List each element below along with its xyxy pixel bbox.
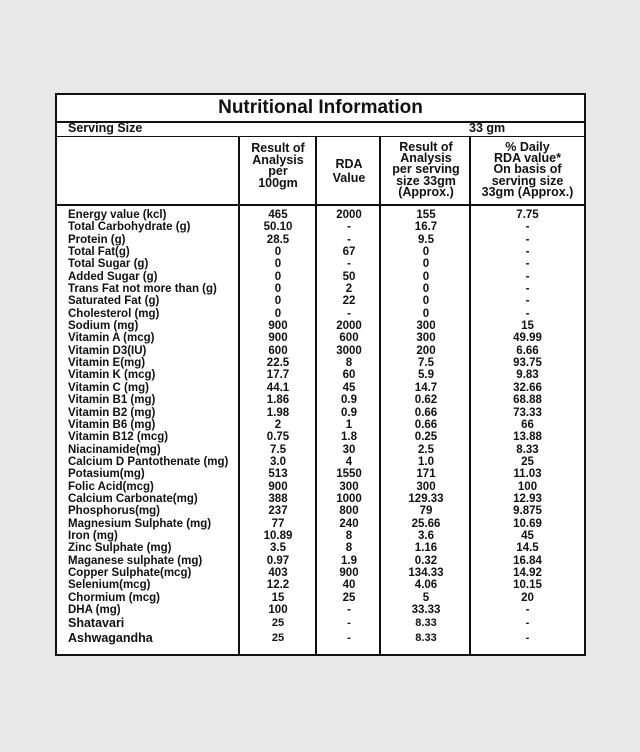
value-per-serving: 1.0 <box>418 455 434 468</box>
nutrient-name: Added Sugar (g) <box>68 270 158 283</box>
daily-percent: 45 <box>521 529 534 542</box>
rda-value: - <box>347 604 351 616</box>
value-per-100gm: 0 <box>274 295 282 308</box>
value-per-serving: 0.25 <box>414 431 438 444</box>
header-line: size 33gm <box>396 173 456 188</box>
rda-value: 3000 <box>336 344 362 357</box>
table-row <box>57 295 584 307</box>
value-per-100gm: 15 <box>271 591 285 604</box>
table-row <box>57 616 584 631</box>
value-per-serving: 0 <box>422 246 430 259</box>
value-per-serving: 200 <box>416 344 436 357</box>
rda-value: 1.9 <box>341 554 357 567</box>
table-row <box>57 419 584 431</box>
rda-value: 600 <box>339 332 359 345</box>
value-per-serving: 3.6 <box>418 529 434 542</box>
table-row <box>57 246 584 258</box>
daily-percent: 14.92 <box>513 566 542 579</box>
rda-value: 0.9 <box>341 406 357 419</box>
value-per-serving: 0 <box>422 258 430 271</box>
nutrient-name: Ashwagandha <box>68 631 153 646</box>
serving-size-row <box>57 121 584 137</box>
header-line: per serving <box>392 162 460 177</box>
rda-value: - <box>347 632 351 645</box>
header-line: Analysis <box>252 152 304 167</box>
value-per-serving: 0.66 <box>414 406 438 419</box>
nutrient-name: Energy value (kcl) <box>68 209 167 221</box>
value-per-100gm: 388 <box>268 492 288 505</box>
value-per-serving: 171 <box>416 468 436 481</box>
value-per-serving: 14.7 <box>414 381 438 394</box>
nutrient-name: Potasium(mg) <box>68 468 145 481</box>
daily-percent: 93.75 <box>513 357 542 370</box>
value-per-100gm: 22.5 <box>266 357 290 370</box>
header-line: 100gm <box>258 175 298 190</box>
nutrient-name: Magnesium Sulphate (mg) <box>68 517 212 530</box>
nutrient-name: Total Fat(g) <box>68 246 130 259</box>
table-row <box>57 493 584 505</box>
rda-value: - <box>347 233 351 246</box>
header-line: Value <box>332 171 366 185</box>
nutrient-name: Cholesterol (mg) <box>68 307 160 320</box>
nutrient-name: Chormium (mcg) <box>68 591 160 604</box>
rda-value: - <box>347 307 351 320</box>
daily-percent: 49.99 <box>513 332 542 345</box>
header-line: 33gm (Approx.) <box>481 184 574 199</box>
nutrient-name: Vitamin B6 (mg) <box>68 418 156 431</box>
value-per-100gm: 900 <box>268 480 288 493</box>
nutrient-name: Selenium(mcg) <box>68 579 151 592</box>
nutrient-name: Iron (mg) <box>68 529 118 542</box>
table-row <box>57 221 584 233</box>
value-per-100gm: 12.2 <box>266 579 290 592</box>
table-row <box>57 456 584 468</box>
daily-percent: - <box>525 221 530 234</box>
daily-percent: - <box>525 233 530 246</box>
daily-percent: 68.88 <box>513 394 542 407</box>
table-row <box>57 382 584 394</box>
rda-value: 60 <box>342 369 356 382</box>
rda-value: 67 <box>342 246 356 259</box>
daily-percent: 32.66 <box>513 381 542 394</box>
nutrient-name: Calcium D Pantothenate (mg) <box>68 455 229 468</box>
value-per-serving: 134.33 <box>408 566 444 579</box>
value-per-serving: 1.16 <box>414 542 438 555</box>
nutrient-name: Phosphorus(mg) <box>68 505 160 518</box>
value-per-serving: 0.66 <box>414 418 438 431</box>
value-per-serving: 33.33 <box>411 604 441 616</box>
daily-percent: 9.83 <box>516 369 539 382</box>
value-per-100gm: 0.75 <box>266 431 290 444</box>
daily-percent: 25 <box>521 455 534 468</box>
rda-value: 1.8 <box>341 431 357 444</box>
value-per-100gm: 900 <box>268 320 288 333</box>
table-row <box>57 271 584 283</box>
serving-size-label: Serving Size <box>68 121 143 135</box>
header-per-100gm <box>240 143 316 189</box>
value-per-100gm: 0 <box>274 258 282 271</box>
daily-percent: - <box>525 604 530 616</box>
value-per-100gm: 10.89 <box>263 529 293 542</box>
rda-value: 22 <box>342 295 356 308</box>
header-line: Analysis <box>400 151 452 166</box>
table-row <box>57 631 584 646</box>
nutrient-name: Sodium (mg) <box>68 320 139 333</box>
value-per-100gm: 100 <box>268 604 288 616</box>
rda-value: 1550 <box>336 468 362 481</box>
daily-percent: 6.66 <box>516 344 539 357</box>
value-per-serving: 5 <box>422 591 430 604</box>
value-per-100gm: 237 <box>268 505 288 518</box>
value-per-serving: 0 <box>422 283 430 296</box>
rda-value: 800 <box>339 505 359 518</box>
value-per-100gm: 28.5 <box>266 233 290 246</box>
table-row <box>57 258 584 270</box>
nutrient-name: Saturated Fat (g) <box>68 295 160 308</box>
header-line: (Approx.) <box>398 184 454 199</box>
value-per-100gm: 0 <box>274 270 282 283</box>
value-per-serving: 9.5 <box>418 233 434 246</box>
value-per-serving: 300 <box>416 320 436 333</box>
nutrient-name: Vitamin B2 (mg) <box>68 406 156 419</box>
nutrient-name: Total Carbohydrate (g) <box>68 221 191 234</box>
value-per-100gm: 50.10 <box>263 221 293 234</box>
daily-percent: - <box>525 270 530 283</box>
table-row <box>57 234 584 246</box>
rda-value: 1000 <box>336 492 362 505</box>
header-line: RDA value* <box>494 151 561 166</box>
daily-percent: - <box>525 246 530 259</box>
value-per-serving: 16.7 <box>414 221 438 234</box>
value-per-100gm: 465 <box>268 209 288 221</box>
table-row <box>57 209 584 221</box>
daily-percent: - <box>525 307 530 320</box>
value-per-100gm: 44.1 <box>266 381 290 394</box>
table-row <box>57 518 584 530</box>
table-row <box>57 394 584 406</box>
daily-percent: 9.875 <box>513 505 542 518</box>
nutrient-name: Calcium Carbonate(mg) <box>68 492 198 505</box>
header-rda-value <box>317 157 381 185</box>
daily-percent: 20 <box>521 591 534 604</box>
rda-value: 25 <box>342 591 356 604</box>
table-row <box>57 431 584 443</box>
table-row <box>57 567 584 579</box>
value-per-serving: 5.9 <box>418 369 434 382</box>
table-row <box>57 345 584 357</box>
table-row <box>57 555 584 567</box>
value-per-100gm: 1.98 <box>266 406 290 419</box>
value-per-100gm: 3.0 <box>270 455 286 468</box>
nutrient-name: Vitamin D3(IU) <box>68 344 147 357</box>
table-row <box>57 407 584 419</box>
rda-value: 30 <box>342 443 356 456</box>
value-per-100gm: 7.5 <box>270 443 286 456</box>
table-row <box>57 604 584 616</box>
daily-percent: 12.93 <box>513 492 542 505</box>
value-per-serving: 4.06 <box>414 579 438 592</box>
header-separator <box>57 204 584 206</box>
nutrient-name: Niacinamide(mg) <box>68 443 161 456</box>
daily-percent: 10.15 <box>513 579 542 592</box>
table-row <box>57 468 584 480</box>
nutrient-name: Vitamin A (mcg) <box>68 332 155 345</box>
table-row <box>57 505 584 517</box>
value-per-serving: 0.62 <box>414 394 438 407</box>
value-per-100gm: 0 <box>274 246 282 259</box>
nutrient-name: Vitamin E(mg) <box>68 357 146 370</box>
rda-value: 240 <box>339 517 359 530</box>
value-per-serving: 0.32 <box>414 554 438 567</box>
value-per-serving: 300 <box>416 480 436 493</box>
nutrient-name: Total Sugar (g) <box>68 258 149 271</box>
nutrient-name: Shatavari <box>68 616 125 631</box>
nutrient-name: Folic Acid(mcg) <box>68 480 154 493</box>
value-per-serving: 8.33 <box>415 617 437 630</box>
rda-value: 4 <box>345 455 353 468</box>
daily-percent: 15 <box>521 320 534 333</box>
value-per-100gm: 25 <box>271 632 285 645</box>
table-row <box>57 542 584 554</box>
rda-value: 8 <box>345 357 353 370</box>
nutrient-name: DHA (mg) <box>68 604 121 616</box>
header-line: serving size <box>491 173 564 188</box>
serving-size-value: 33 gm <box>469 121 506 135</box>
nutrient-name: Trans Fat not more than (g) <box>68 283 217 296</box>
table-row <box>57 369 584 381</box>
value-per-serving: 155 <box>416 209 436 221</box>
rda-value: 45 <box>342 381 356 394</box>
table-row <box>57 481 584 493</box>
daily-percent: 73.33 <box>513 406 542 419</box>
daily-percent: 7.75 <box>516 209 539 221</box>
value-per-serving: 0 <box>422 307 430 320</box>
rda-value: 40 <box>342 579 356 592</box>
header-line: Result of <box>399 140 453 154</box>
rda-value: - <box>347 617 351 630</box>
rda-value: 1 <box>345 418 353 431</box>
rda-value: 2000 <box>336 320 362 333</box>
value-per-serving: 129.33 <box>408 492 444 505</box>
header-daily-rda <box>471 142 584 198</box>
rda-value: - <box>347 221 351 234</box>
daily-percent: 13.88 <box>513 431 542 444</box>
value-per-serving: 0 <box>422 270 430 283</box>
daily-percent: 100 <box>517 480 538 493</box>
rda-value: 50 <box>342 270 356 283</box>
value-per-100gm: 0 <box>274 307 282 320</box>
value-per-100gm: 0.97 <box>266 554 290 567</box>
value-per-100gm: 600 <box>268 344 288 357</box>
table-row <box>57 579 584 591</box>
daily-percent: - <box>525 617 530 630</box>
rda-value: 8 <box>345 529 353 542</box>
nutrient-name: Vitamin B1 (mg) <box>68 394 156 407</box>
value-per-serving: 300 <box>416 332 436 345</box>
value-per-serving: 2.5 <box>418 443 434 456</box>
nutrient-name: Vitamin C (mg) <box>68 381 149 394</box>
daily-percent: 66 <box>521 418 534 431</box>
value-per-100gm: 1.86 <box>266 394 290 407</box>
value-per-100gm: 403 <box>268 566 288 579</box>
nutrient-name: Zinc Sulphate (mg) <box>68 542 172 555</box>
header-per-serving <box>381 142 471 198</box>
value-per-100gm: 2 <box>274 418 282 431</box>
daily-percent: 10.69 <box>513 517 542 530</box>
header-line: RDA <box>335 157 363 171</box>
header-line: % Daily <box>505 140 550 154</box>
nutrient-name: Vitamin K (mcg) <box>68 369 156 382</box>
header-line: On basis of <box>493 162 562 177</box>
table-row <box>57 530 584 542</box>
table-row <box>57 332 584 344</box>
nutrient-name: Protein (g) <box>68 233 126 246</box>
daily-percent: 11.03 <box>513 468 542 481</box>
nutrient-name: Vitamin B12 (mcg) <box>68 431 169 444</box>
nutrient-rows <box>57 209 584 646</box>
daily-percent: 16.84 <box>513 554 542 567</box>
nutrition-table <box>55 93 586 656</box>
table-row <box>57 283 584 295</box>
value-per-100gm: 77 <box>271 517 285 530</box>
daily-percent: 8.33 <box>516 443 539 456</box>
rda-value: 2000 <box>336 209 362 221</box>
value-per-100gm: 900 <box>268 332 288 345</box>
value-per-100gm: 0 <box>274 283 282 296</box>
table-row <box>57 308 584 320</box>
daily-percent: - <box>525 258 530 271</box>
table-row <box>57 592 584 604</box>
value-per-serving: 8.33 <box>415 632 437 645</box>
nutrient-name: Copper Sulphate(mcg) <box>68 566 192 579</box>
rda-value: 8 <box>345 542 353 555</box>
daily-percent: - <box>525 632 530 645</box>
rda-value: 0.9 <box>341 394 357 407</box>
daily-percent: 14.5 <box>516 542 539 555</box>
value-per-serving: 25.66 <box>411 517 441 530</box>
table-row <box>57 320 584 332</box>
value-per-100gm: 513 <box>268 468 288 481</box>
table-title: Nutritional Information <box>57 95 584 123</box>
rda-value: 300 <box>339 480 359 493</box>
rda-value: 2 <box>345 283 353 296</box>
rda-value: 900 <box>339 566 359 579</box>
header-line: Result of <box>251 141 305 155</box>
daily-percent: - <box>525 283 530 296</box>
value-per-serving: 79 <box>419 505 433 518</box>
header-line: per <box>268 164 288 178</box>
rda-value: - <box>347 258 351 271</box>
value-per-100gm: 3.5 <box>270 542 286 555</box>
nutrient-name: Maganese sulphate (mg) <box>68 554 203 567</box>
value-per-serving: 0 <box>422 295 430 308</box>
table-row <box>57 444 584 456</box>
value-per-serving: 7.5 <box>418 357 434 370</box>
table-row <box>57 357 584 369</box>
value-per-100gm: 17.7 <box>266 369 290 382</box>
daily-percent: - <box>525 295 530 308</box>
value-per-100gm: 25 <box>271 617 285 630</box>
